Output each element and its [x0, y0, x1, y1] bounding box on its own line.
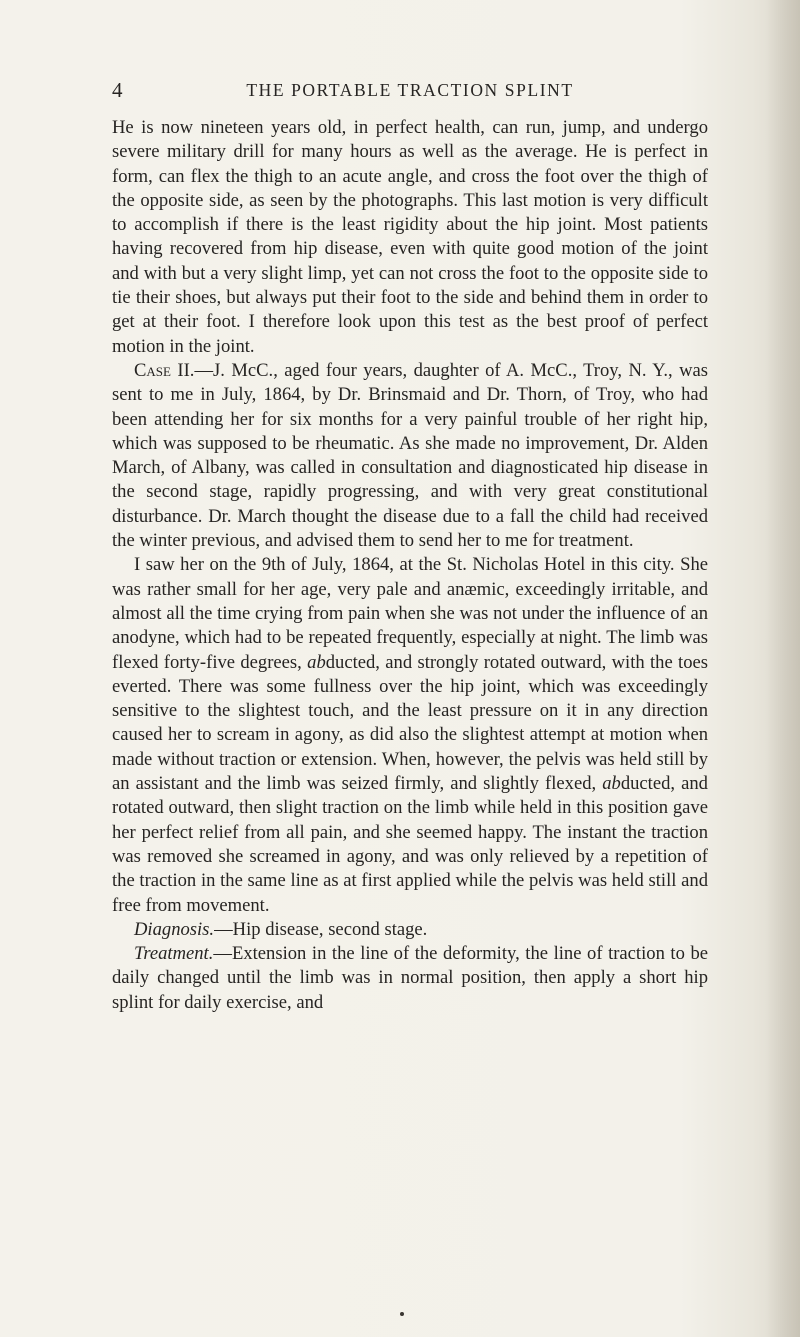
paragraph-text: —Hip disease, second stage.	[214, 918, 428, 940]
paragraph-case-ii	[112, 359, 708, 553]
paragraph-diagnosis	[112, 918, 708, 942]
paragraph-text: II.—J. McC., aged four years, daughter of A. McC., Troy, N. Y., was sent to me in July, 1864, by Dr. Brinsmaid and Dr. Thorn, of Troy, who had been attending her for six months for a very painful trouble of her right hip, which was supposed to be rheumatic. As she made no improvement, Dr. Alden March, of Albany, was called in consultation and diagnosticated hip disease in the second stage, rapidly progressing, and with very great constitutional disturbance. Dr. March thought the disease due to a fall the child had received the winter previous, and advised them to send her to me for treatment.	[112, 359, 708, 552]
page-number: 4	[112, 78, 123, 102]
paragraph-text: He is now nineteen years old, in perfect health, can run, jump, and undergo severe military drill for many hours as well as the average. He is perfect in form, can flex the thigh to an acute angle, and cross the foot over the thigh of the opposite side, as seen by the photographs. This last motion is very difficult to accomplish if there is the least rigidity about the hip joint. Most patients having recovered from hip disease, even with quite good motion of the joint and with but a very slight limp, yet can not cross the foot to the opposite side to tie their shoes, but always put their foot to the side and behind them in order to get at their foot. I therefore look upon this test as the best proof of perfect motion in the joint.	[112, 117, 708, 357]
paragraph-text-part: I saw her on the 9th of July, 1864, at the St. Nicholas Hotel in this city. She was rather small for her age, very pale and anæmic, exceedingly irritable, and almost all the time crying from pain when she was not under the influence of an anodyne, which had to be repeated frequently, especially at night. The limb was flexed forty-five degrees,	[112, 554, 708, 673]
emphasis-ab: ab	[602, 773, 621, 795]
page-header	[112, 78, 708, 104]
paragraph-treatment	[112, 942, 708, 1015]
paragraph-text-part: ducted, and rotated outward, then slight traction on the limb while held in this position gave her perfect relief from all pain, and she seemed happy. The instant the traction was removed she screamed in agony, and was only relieved by a repetition of the traction in the same line as at first applied while the pelvis was held still and free from movement.	[112, 773, 708, 916]
body-text	[112, 116, 708, 1015]
emphasis-ab: ab	[307, 651, 326, 673]
paragraph-text: —Extension in the line of the deformity, the line of traction to be daily changed until the limb was in normal position, then apply a short hip splint for daily exercise, and	[112, 943, 708, 1013]
printer-mark	[400, 1312, 404, 1316]
paragraph-recovery	[112, 116, 708, 359]
treatment-label: Treatment.	[134, 943, 214, 965]
case-label: Case	[134, 359, 171, 381]
diagnosis-label: Diagnosis.	[134, 918, 215, 940]
paragraph-text-part: ducted, and strongly rotated outward, with the toes everted. There was some fullness over the hip joint, which was exceedingly sensitive to the slightest touch, and the least pressure on it in any direction caused her to scream in agony, as did also the slightest attempt at motion when made without traction or extension. When, however, the pelvis was held still by an assistant and the limb was seized firmly, and slightly flexed,	[112, 651, 709, 795]
paragraph-examination	[112, 553, 708, 917]
page-edge-shadow	[766, 0, 800, 1337]
running-title: THE PORTABLE TRACTION SPLINT	[246, 80, 574, 100]
